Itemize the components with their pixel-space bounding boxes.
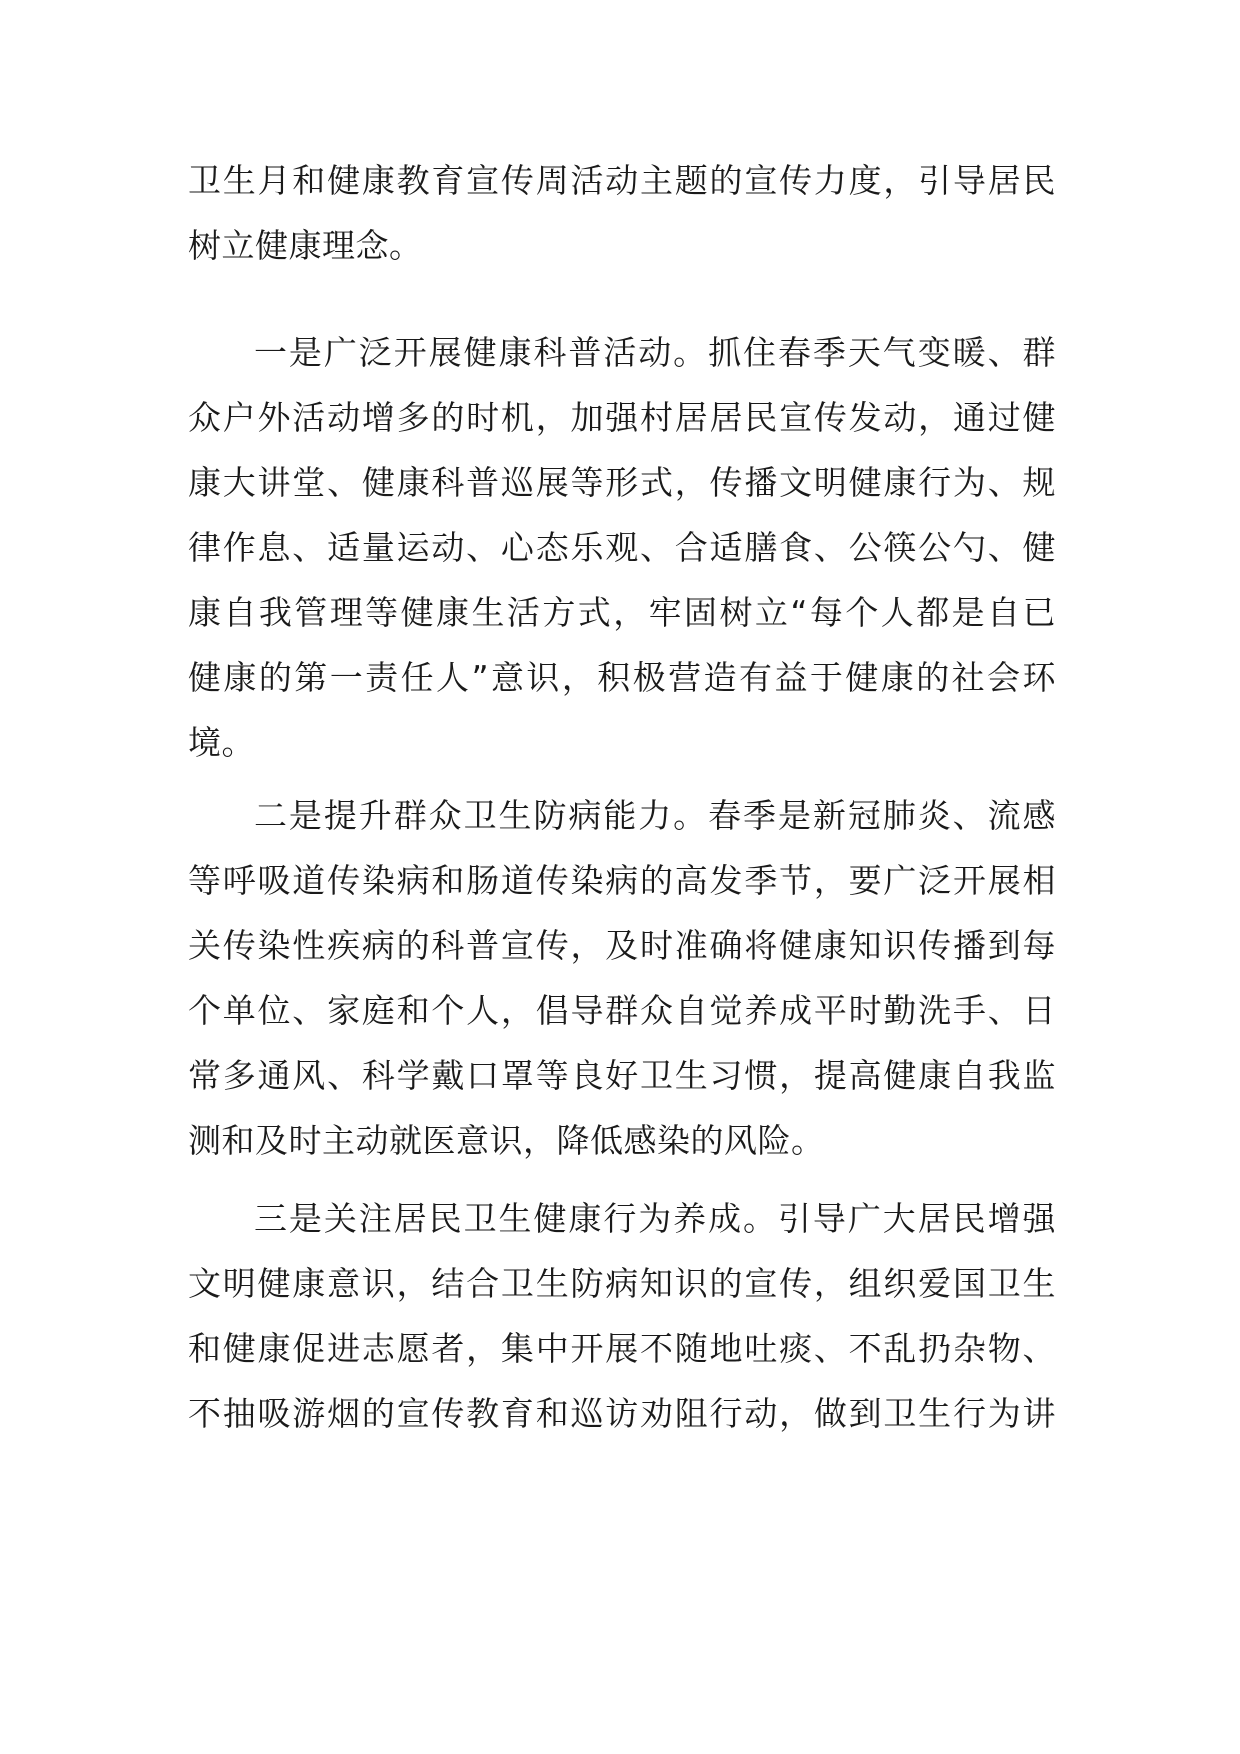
text-line: 境。 <box>188 723 255 762</box>
text-line: 康大讲堂、健康科普巡展等形式，传播文明健康行为、规 <box>188 463 1056 502</box>
text-line: 不抽吸游烟的宣传教育和巡访劝阻行动，做到卫生行为讲 <box>188 1394 1056 1433</box>
text-line: 等呼吸道传染病和肠道传染病的高发季节，要广泛开展相 <box>188 861 1056 900</box>
text-line: 众户外活动增多的时机，加强村居居民宣传发动，通过健 <box>188 398 1056 437</box>
paragraph-health-science <box>188 320 1056 775</box>
text-line: 康自我管理等健康生活方式，牢固树立“每个人都是自已 <box>188 593 1056 632</box>
text-line: 和健康促进志愿者，集中开展不随地吐痰、不乱扔杂物、 <box>188 1329 1056 1368</box>
text-line: 常多通风、科学戴口罩等良好卫生习惯，提高健康自我监 <box>188 1056 1056 1095</box>
text-line: 卫生月和健康教育宣传周活动主题的宣传力度，引导居民 <box>188 161 1056 200</box>
paragraph-continuation <box>188 148 1056 278</box>
text-line: 健康的第一责任人”意识，积极营造有益于健康的社会环 <box>188 658 1056 697</box>
text-line: 个单位、家庭和个人，倡导群众自觉养成平时勤洗手、日 <box>188 991 1056 1030</box>
paragraph-health-behavior <box>188 1186 1056 1446</box>
text-line: 文明健康意识，结合卫生防病知识的宣传，组织爱国卫生 <box>188 1264 1056 1303</box>
text-line: 树立健康理念。 <box>188 226 423 265</box>
text-line: 测和及时主动就医意识，降低感染的风险。 <box>188 1121 825 1160</box>
paragraph-disease-prevention <box>188 783 1056 1173</box>
text-line: 关传染性疾病的科普宣传，及时准确将健康知识传播到每 <box>188 926 1056 965</box>
text-line: 三是关注居民卫生健康行为养成。引导广大居民增强 <box>254 1199 1056 1238</box>
text-line: 二是提升群众卫生防病能力。春季是新冠肺炎、流感 <box>254 796 1056 835</box>
text-line: 律作息、适量运动、心态乐观、合适膳食、公筷公勺、健 <box>188 528 1056 567</box>
text-line: 一是广泛开展健康科普活动。抓住春季天气变暖、群 <box>254 333 1056 372</box>
